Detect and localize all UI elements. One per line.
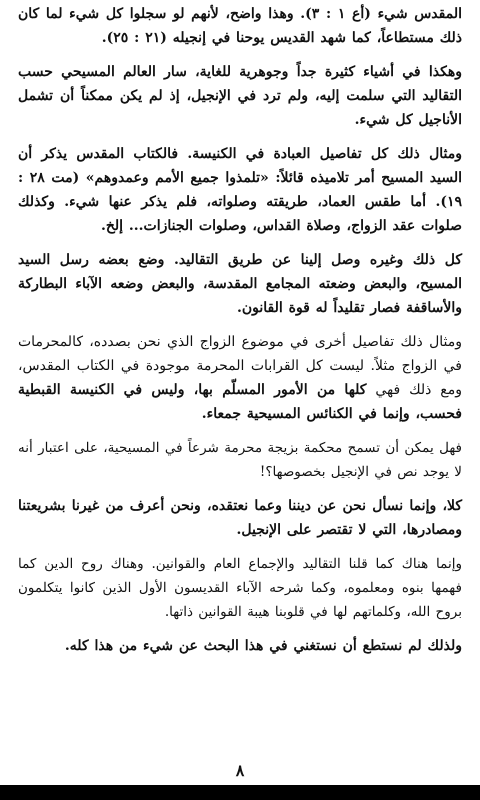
page-footer [0, 760, 480, 782]
bottom-bar [0, 785, 480, 800]
paragraph-2: وهكذا في أشياء كثيرة جداً وجوهرية للغاية، سار العالم المسيحي حسب التقاليد التي سلمت إليه، ولم ترد في الإنجيل، إذ لم يكن ممكناً أن تشمل الأناجيل كل شيء. [18, 64, 463, 128]
paragraph-1: المقدس شيء (أع ١ : ٣). وهذا واضح، لأنهم لو سجلوا كل شيء لما كان ذلك مستطاعاً، كما شهد القديس يوحنا في إنجيله (٢١ : ٢٥). [18, 6, 462, 46]
paragraph-7: كلا، وإنما نسأل نحن عن ديننا وعما نعتقده، ونحن أعرف من غيرنا بشريعتنا ومصادرها، التي لا تقتصر على الإنجيل. [18, 498, 462, 538]
paragraph-5-normal-text: ومثال ذلك تفاصيل أخرى في موضوع الزواج الذي نحن بصدده، كالمحرمات في الزواج مثلاً. ليست كل القرابات المحرمة موجودة في الكتاب المقدس، ومع ذلك فهي [18, 334, 462, 398]
paragraph-8: وإنما هناك كما قلنا التقاليد والإجماع العام والقوانين. وهناك روح الدين كما فهمها بنوه ومعلموه، وكما شرحه الآباء القديسون الأول الذين كانوا يتكلمون بروح الله، وكلماتهم لها في قلوبنا هيبة القوانين ذاتها. [18, 556, 462, 620]
paragraph-3: ومثال ذلك كل تفاصيل العبادة في الكنيسة. فالكتاب المقدس يذكر أن السيد المسيح أمر تلاميذه قائلاً: «تلمذوا جميع الأمم وعمدوهم» (مت ٢٨ : ١٩). أما طقس العماد، طريقته وصلواته، فلم يذكر عنها شيء. وكذلك صلوات عقد الزواج، وصلاة القداس، وصلوات الجنازات... إلخ. [18, 146, 463, 234]
page-number: ٨ [235, 761, 245, 780]
paragraph-9: ولذلك لم نستطع أن نستغني في هذا البحث عن شيء من هذا كله. [64, 638, 462, 654]
paragraph-5 [18, 330, 462, 426]
paragraph-6: فهل يمكن أن تسمح محكمة بزيجة محرمة شرعاً في المسيحية، على اعتبار أنه لا يوجد نص في الإنجيل بخصوصها؟! [18, 440, 462, 480]
paragraph-4: كل ذلك وغيره وصل إلينا عن طريق التقاليد. وضع بعضه رسل السيد المسيح، والبعض وضعته المجامع المقدسة، والبعض وضعه الآباء البطاركة والأساقفة فصار تقليداً له قوة القانون. [18, 252, 462, 316]
paragraph-5-bold-text: كلها من الأمور المسلّم بها، وليس في الكنيسة القبطية فحسب، وإنما في الكنائس المسيحية جمعاء. [18, 382, 462, 422]
